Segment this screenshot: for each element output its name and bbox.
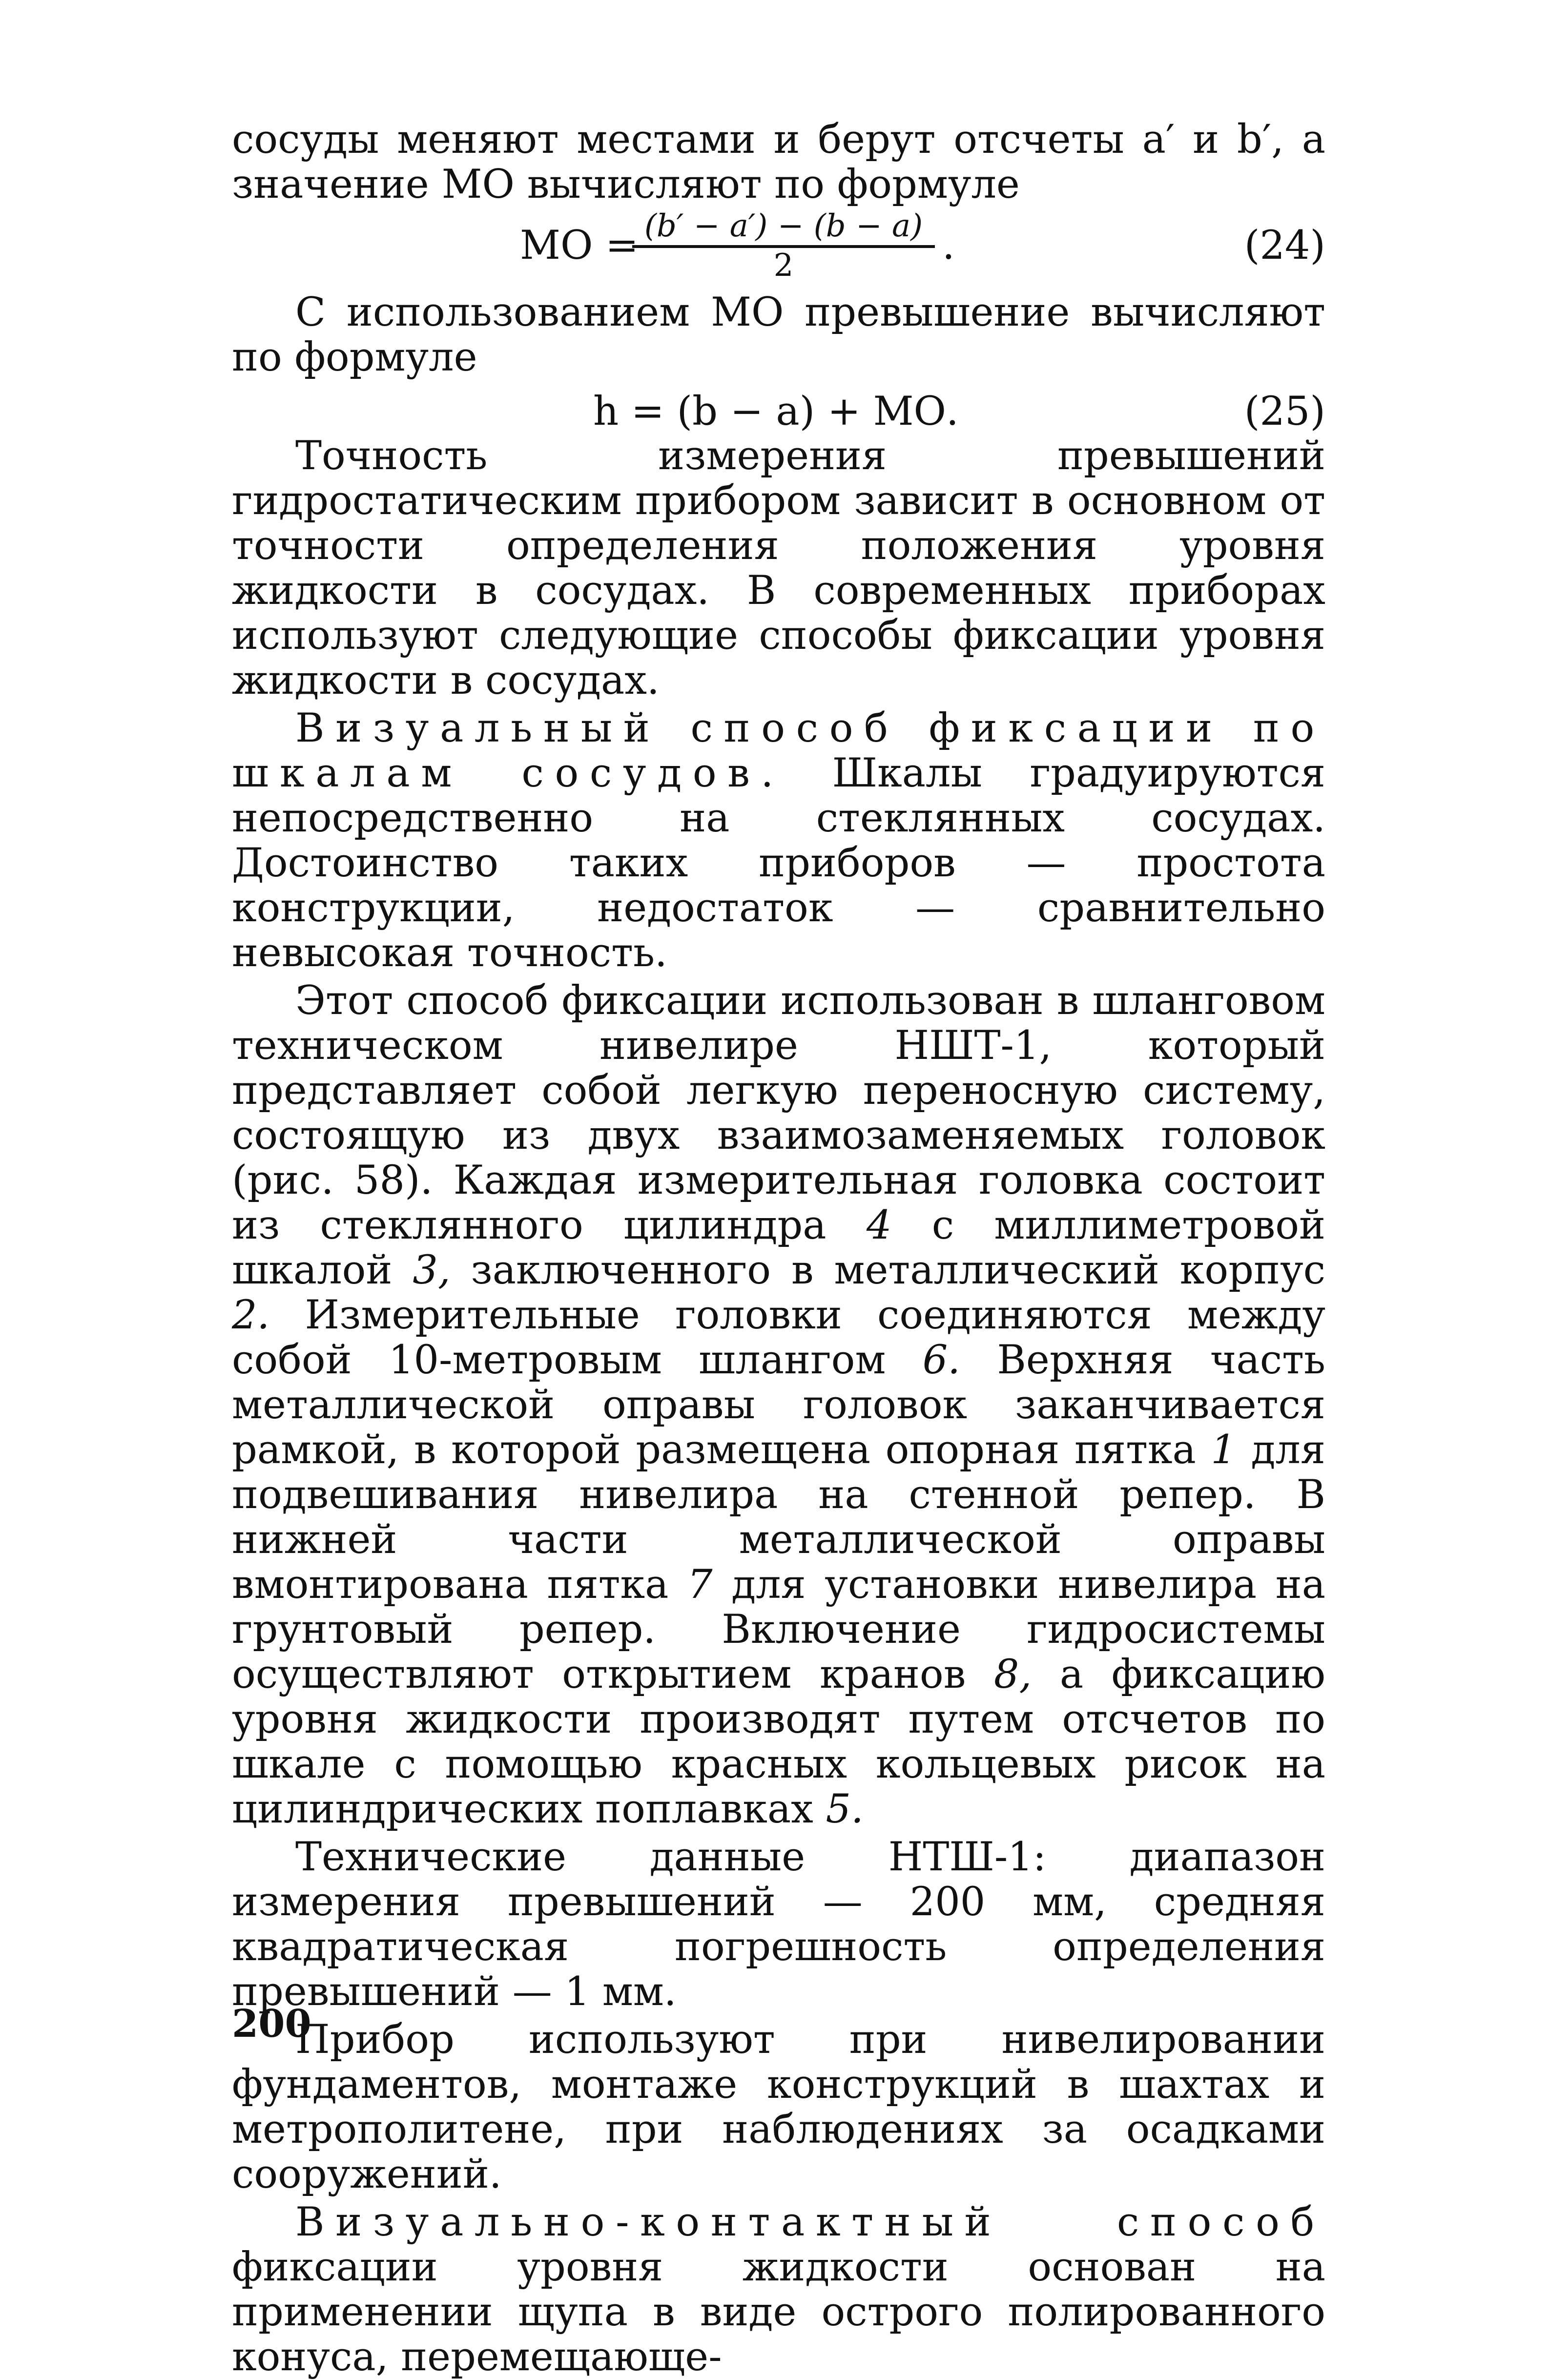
nsht-text: заключенного в металлический корпус: [450, 1247, 1325, 1293]
usage-paragraph: Прибор используют при нивелировании фундаментов, монтаже конструкций в шахтах и метрополитене, при наблюдениях за осадками сооружений.: [232, 2017, 1325, 2197]
ref-number: 3,: [413, 1247, 451, 1293]
accuracy-paragraph: Точность измерения превышений гидростатическим прибором зависит в основном от точности определения положения уровня жидкости в сосудах. В современных приборах используют следующие способы фиксации уровня жидкости в сосудах.: [232, 433, 1325, 704]
page-number: 200: [232, 2002, 311, 2046]
contact-method-paragraph: [232, 2200, 1325, 2380]
nsht-paragraph: [232, 978, 1325, 1832]
ref-number: 6.: [922, 1337, 961, 1383]
formula-24-fraction: [632, 207, 935, 283]
formula-25-expression: h = (b − a) + МО.: [593, 389, 959, 435]
contact-method-heading: Визуально-контактный способ: [295, 2199, 1325, 2245]
formula-24-end: .: [942, 223, 955, 269]
nsht-text: а фиксацию уровня жидкости производят путем отсчетов по шкале с помощью красных кольцевых рисок на цилиндрических поплавках: [232, 1652, 1325, 1832]
nsht-text: Измерительные головки соединяются между собой 10-метровым шлангом: [232, 1292, 1325, 1383]
nsht-text: Верхняя часть металлической оправы головок заканчивается рамкой, в которой размещена опорная пятка: [232, 1337, 1325, 1473]
nsht-text: для установки нивелира на грунтовый репер. Включение гидросистемы осуществляют открытием кранов: [232, 1562, 1325, 1697]
ref-number: 1: [1211, 1427, 1236, 1473]
formula-24: [232, 207, 1325, 290]
tech-data-paragraph: Технические данные НТШ-1: диапазон измерения превышений — 200 мм, средняя квадратическая погрешность определения превышений — 1 мм.: [232, 1834, 1325, 2015]
mo-paragraph: С использованием МО превышение вычисляют по формуле: [232, 290, 1325, 380]
visual-method-heading: Визуальный способ фиксации по шкалам сосудов.: [232, 705, 1325, 796]
visual-method-text: Шкалы градуируются непосредственно на стеклянных сосудах. Достоинство таких приборов — простота конструкции, недостаток — сравнительно невысокая точность.: [232, 750, 1325, 976]
nsht-text: с миллиметровой шкалой: [232, 1202, 1325, 1293]
formula-24-numerator: (b′ − a′) − (b − a): [644, 208, 923, 244]
ref-number: 7: [687, 1562, 713, 1608]
page-body: [232, 117, 1325, 2380]
contact-method-text: фиксации уровня жидкости основан на применении щупа в виде острого полированного конуса, перемещающе-: [232, 2244, 1325, 2380]
formula-24-denominator: 2: [773, 248, 794, 284]
formula-24-label: (24): [1244, 223, 1325, 269]
formula-25-label: (25): [1244, 389, 1325, 435]
nsht-text: для подвешивания нивелира на стенной репер. В нижней части металлической оправы вмонтирована пятка: [232, 1427, 1325, 1608]
ref-number: 5.: [826, 1786, 864, 1832]
ref-number: 2.: [232, 1292, 270, 1338]
formula-24-lhs: МО =: [520, 223, 639, 269]
formula-25: [232, 380, 1325, 434]
intro-paragraph: сосуды меняют местами и берут отсчеты a′ и b′, а значение МО вычисляют по формуле: [232, 117, 1325, 207]
ref-number: 4: [866, 1202, 892, 1248]
ref-number: 8,: [993, 1652, 1032, 1697]
visual-method-paragraph: [232, 706, 1325, 975]
nsht-text: Этот способ фиксации использован в шланговом техническом нивелире НШТ-1, который представляет собой легкую переносную систему, состоящую из двух взаимозаменяемых головок (рис. 58). Каждая измерительная головка состоит из стеклянного цилиндра: [232, 978, 1325, 1248]
